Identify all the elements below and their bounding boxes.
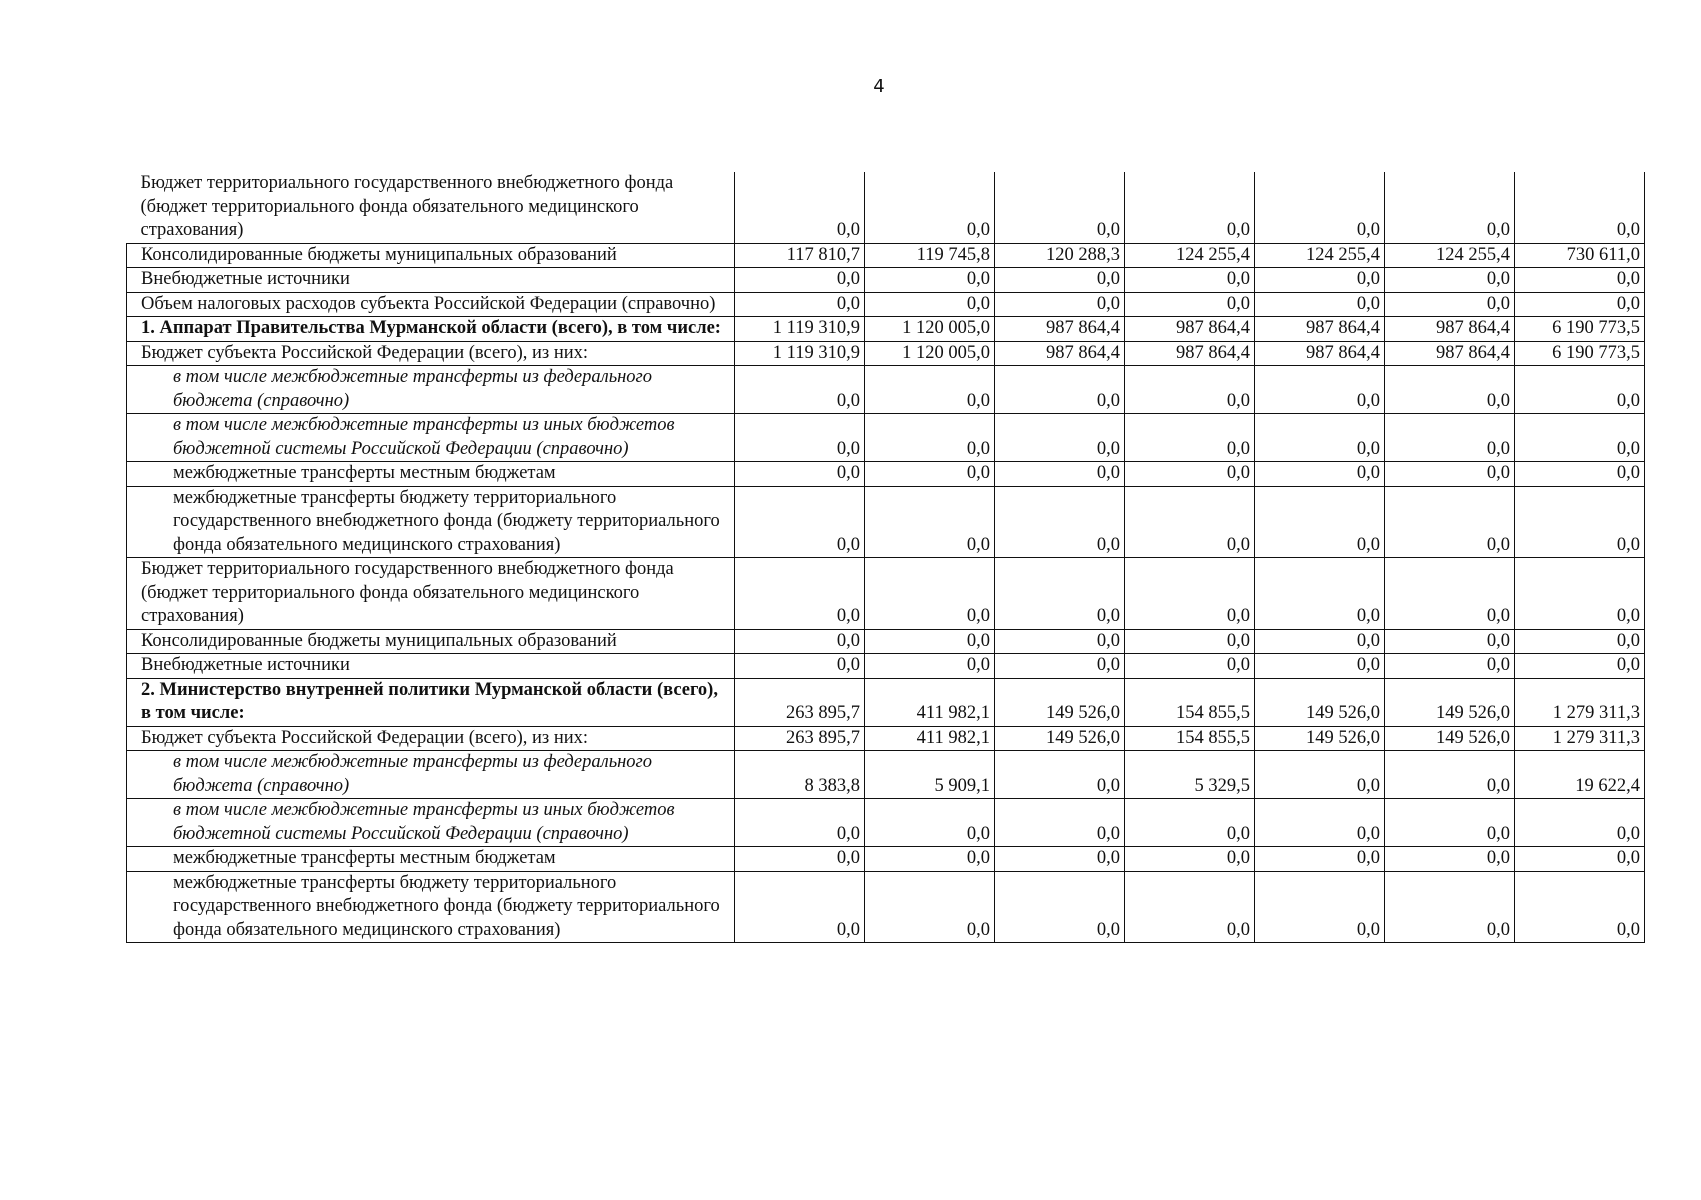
value-cell: 0,0 <box>1255 292 1385 317</box>
row-label: в том числе межбюджетные трансферты из иных бюджетов бюджетной системы Российской Федерации (справочно) <box>127 799 735 847</box>
value-cell: 0,0 <box>1125 799 1255 847</box>
row-label: межбюджетные трансферты местным бюджетам <box>127 847 735 872</box>
value-cell: 0,0 <box>1385 486 1515 558</box>
value-cell: 0,0 <box>1125 629 1255 654</box>
value-cell: 0,0 <box>1385 847 1515 872</box>
value-cell: 0,0 <box>995 462 1125 487</box>
value-cell: 0,0 <box>1255 654 1385 679</box>
value-cell: 0,0 <box>865 292 995 317</box>
value-cell: 0,0 <box>735 172 865 243</box>
value-cell: 0,0 <box>1515 268 1645 293</box>
value-cell: 124 255,4 <box>1255 243 1385 268</box>
value-cell: 1 279 311,3 <box>1515 678 1645 726</box>
value-cell: 149 526,0 <box>995 678 1125 726</box>
value-cell: 0,0 <box>1385 366 1515 414</box>
table-row <box>127 243 1645 268</box>
value-cell: 411 982,1 <box>865 726 995 751</box>
value-cell: 0,0 <box>1515 414 1645 462</box>
value-cell: 0,0 <box>1515 366 1645 414</box>
row-label: Консолидированные бюджеты муниципальных образований <box>127 629 735 654</box>
budget-table <box>126 172 1645 943</box>
row-label: межбюджетные трансферты бюджету территориального государственного внебюджетного фонда (бюджету территориального фонда обязательного медицинского страхования) <box>127 871 735 943</box>
value-cell: 149 526,0 <box>995 726 1125 751</box>
table-row <box>127 678 1645 726</box>
value-cell: 0,0 <box>735 871 865 943</box>
value-cell: 0,0 <box>735 292 865 317</box>
value-cell: 117 810,7 <box>735 243 865 268</box>
value-cell: 0,0 <box>1515 629 1645 654</box>
value-cell: 0,0 <box>1255 366 1385 414</box>
value-cell: 987 864,4 <box>1385 317 1515 342</box>
value-cell: 0,0 <box>1125 292 1255 317</box>
value-cell: 0,0 <box>995 414 1125 462</box>
value-cell: 0,0 <box>1255 847 1385 872</box>
value-cell: 411 982,1 <box>865 678 995 726</box>
value-cell: 987 864,4 <box>1255 341 1385 366</box>
value-cell: 0,0 <box>865 871 995 943</box>
value-cell: 0,0 <box>1515 462 1645 487</box>
value-cell: 730 611,0 <box>1515 243 1645 268</box>
row-label: 1. Аппарат Правительства Мурманской области (всего), в том числе: <box>127 317 735 342</box>
value-cell: 0,0 <box>865 654 995 679</box>
value-cell: 0,0 <box>735 486 865 558</box>
value-cell: 0,0 <box>1385 414 1515 462</box>
table-row <box>127 871 1645 943</box>
row-label: 2. Министерство внутренней политики Мурманской области (всего), в том числе: <box>127 678 735 726</box>
value-cell: 149 526,0 <box>1385 678 1515 726</box>
value-cell: 5 329,5 <box>1125 751 1255 799</box>
value-cell: 0,0 <box>995 654 1125 679</box>
table-row <box>127 268 1645 293</box>
value-cell: 0,0 <box>1385 292 1515 317</box>
value-cell: 0,0 <box>1385 268 1515 293</box>
value-cell: 0,0 <box>1125 558 1255 630</box>
value-cell: 0,0 <box>1125 871 1255 943</box>
value-cell: 0,0 <box>995 292 1125 317</box>
value-cell: 0,0 <box>1255 268 1385 293</box>
value-cell: 149 526,0 <box>1255 726 1385 751</box>
value-cell: 0,0 <box>1515 486 1645 558</box>
value-cell: 0,0 <box>995 847 1125 872</box>
value-cell: 6 190 773,5 <box>1515 317 1645 342</box>
value-cell: 0,0 <box>995 486 1125 558</box>
table-row <box>127 629 1645 654</box>
row-label: в том числе межбюджетные трансферты из федерального бюджета (справочно) <box>127 751 735 799</box>
row-label: Бюджет субъекта Российской Федерации (всего), из них: <box>127 341 735 366</box>
value-cell: 987 864,4 <box>995 317 1125 342</box>
value-cell: 119 745,8 <box>865 243 995 268</box>
value-cell: 0,0 <box>995 172 1125 243</box>
row-label: Внебюджетные источники <box>127 268 735 293</box>
value-cell: 0,0 <box>1125 654 1255 679</box>
row-label: Объем налоговых расходов субъекта Российской Федерации (справочно) <box>127 292 735 317</box>
value-cell: 0,0 <box>1125 172 1255 243</box>
value-cell: 0,0 <box>865 172 995 243</box>
value-cell: 987 864,4 <box>1125 317 1255 342</box>
value-cell: 0,0 <box>1255 172 1385 243</box>
value-cell: 0,0 <box>735 268 865 293</box>
value-cell: 0,0 <box>865 366 995 414</box>
value-cell: 0,0 <box>1125 462 1255 487</box>
value-cell: 0,0 <box>1125 486 1255 558</box>
value-cell: 0,0 <box>865 414 995 462</box>
table-row <box>127 751 1645 799</box>
value-cell: 0,0 <box>995 871 1125 943</box>
value-cell: 19 622,4 <box>1515 751 1645 799</box>
value-cell: 120 288,3 <box>995 243 1125 268</box>
value-cell: 0,0 <box>735 366 865 414</box>
row-label: межбюджетные трансферты местным бюджетам <box>127 462 735 487</box>
value-cell: 6 190 773,5 <box>1515 341 1645 366</box>
value-cell: 0,0 <box>1255 462 1385 487</box>
table-row <box>127 341 1645 366</box>
table-row <box>127 462 1645 487</box>
value-cell: 0,0 <box>865 462 995 487</box>
row-label: межбюджетные трансферты бюджету территориального государственного внебюджетного фонда (бюджету территориального фонда обязательного медицинского страхования) <box>127 486 735 558</box>
table-row <box>127 414 1645 462</box>
row-label: Консолидированные бюджеты муниципальных образований <box>127 243 735 268</box>
value-cell: 0,0 <box>1385 629 1515 654</box>
value-cell: 1 119 310,9 <box>735 317 865 342</box>
row-label: Бюджет территориального государственного внебюджетного фонда (бюджет территориального фонда обязательного медицинского страхования) <box>127 172 735 243</box>
table-row <box>127 486 1645 558</box>
value-cell: 0,0 <box>1385 558 1515 630</box>
value-cell: 149 526,0 <box>1385 726 1515 751</box>
value-cell: 987 864,4 <box>995 341 1125 366</box>
value-cell: 0,0 <box>1255 799 1385 847</box>
table-row <box>127 172 1645 243</box>
value-cell: 0,0 <box>995 558 1125 630</box>
value-cell: 0,0 <box>1255 629 1385 654</box>
page-number: 4 <box>873 76 885 97</box>
value-cell: 0,0 <box>1125 366 1255 414</box>
value-cell: 0,0 <box>1385 799 1515 847</box>
value-cell: 0,0 <box>995 799 1125 847</box>
value-cell: 0,0 <box>865 629 995 654</box>
value-cell: 0,0 <box>1515 172 1645 243</box>
value-cell: 0,0 <box>1385 871 1515 943</box>
row-label: Внебюджетные источники <box>127 654 735 679</box>
row-label: в том числе межбюджетные трансферты из федерального бюджета (справочно) <box>127 366 735 414</box>
value-cell: 0,0 <box>735 654 865 679</box>
value-cell: 263 895,7 <box>735 726 865 751</box>
value-cell: 0,0 <box>1515 871 1645 943</box>
value-cell: 987 864,4 <box>1385 341 1515 366</box>
value-cell: 0,0 <box>1255 871 1385 943</box>
value-cell: 1 120 005,0 <box>865 341 995 366</box>
value-cell: 0,0 <box>735 799 865 847</box>
value-cell: 0,0 <box>1385 751 1515 799</box>
value-cell: 0,0 <box>1255 751 1385 799</box>
value-cell: 0,0 <box>1515 799 1645 847</box>
value-cell: 124 255,4 <box>1125 243 1255 268</box>
value-cell: 0,0 <box>1515 654 1645 679</box>
value-cell: 8 383,8 <box>735 751 865 799</box>
value-cell: 154 855,5 <box>1125 678 1255 726</box>
value-cell: 0,0 <box>1125 847 1255 872</box>
value-cell: 154 855,5 <box>1125 726 1255 751</box>
value-cell: 0,0 <box>995 268 1125 293</box>
value-cell: 0,0 <box>865 268 995 293</box>
value-cell: 0,0 <box>735 414 865 462</box>
table-row <box>127 292 1645 317</box>
value-cell: 0,0 <box>1515 292 1645 317</box>
table-row <box>127 366 1645 414</box>
value-cell: 1 119 310,9 <box>735 341 865 366</box>
value-cell: 124 255,4 <box>1385 243 1515 268</box>
value-cell: 987 864,4 <box>1125 341 1255 366</box>
value-cell: 0,0 <box>865 558 995 630</box>
value-cell: 0,0 <box>735 847 865 872</box>
value-cell: 0,0 <box>735 629 865 654</box>
value-cell: 0,0 <box>995 366 1125 414</box>
value-cell: 5 909,1 <box>865 751 995 799</box>
value-cell: 0,0 <box>1385 172 1515 243</box>
value-cell: 0,0 <box>1255 558 1385 630</box>
value-cell: 0,0 <box>995 629 1125 654</box>
table-row <box>127 317 1645 342</box>
table-row <box>127 726 1645 751</box>
value-cell: 0,0 <box>865 799 995 847</box>
table-row <box>127 558 1645 630</box>
value-cell: 0,0 <box>1385 462 1515 487</box>
value-cell: 263 895,7 <box>735 678 865 726</box>
value-cell: 149 526,0 <box>1255 678 1385 726</box>
value-cell: 1 120 005,0 <box>865 317 995 342</box>
value-cell: 0,0 <box>1515 558 1645 630</box>
value-cell: 0,0 <box>995 751 1125 799</box>
value-cell: 0,0 <box>1125 414 1255 462</box>
table-row <box>127 847 1645 872</box>
row-label: Бюджет территориального государственного внебюджетного фонда (бюджет территориального фонда обязательного медицинского страхования) <box>127 558 735 630</box>
table-row <box>127 799 1645 847</box>
value-cell: 0,0 <box>865 847 995 872</box>
value-cell: 0,0 <box>1255 414 1385 462</box>
value-cell: 0,0 <box>735 558 865 630</box>
value-cell: 1 279 311,3 <box>1515 726 1645 751</box>
value-cell: 0,0 <box>735 462 865 487</box>
value-cell: 0,0 <box>865 486 995 558</box>
row-label: Бюджет субъекта Российской Федерации (всего), из них: <box>127 726 735 751</box>
table-row <box>127 654 1645 679</box>
value-cell: 0,0 <box>1385 654 1515 679</box>
row-label: в том числе межбюджетные трансферты из иных бюджетов бюджетной системы Российской Федерации (справочно) <box>127 414 735 462</box>
value-cell: 0,0 <box>1125 268 1255 293</box>
value-cell: 0,0 <box>1255 486 1385 558</box>
value-cell: 0,0 <box>1515 847 1645 872</box>
value-cell: 987 864,4 <box>1255 317 1385 342</box>
